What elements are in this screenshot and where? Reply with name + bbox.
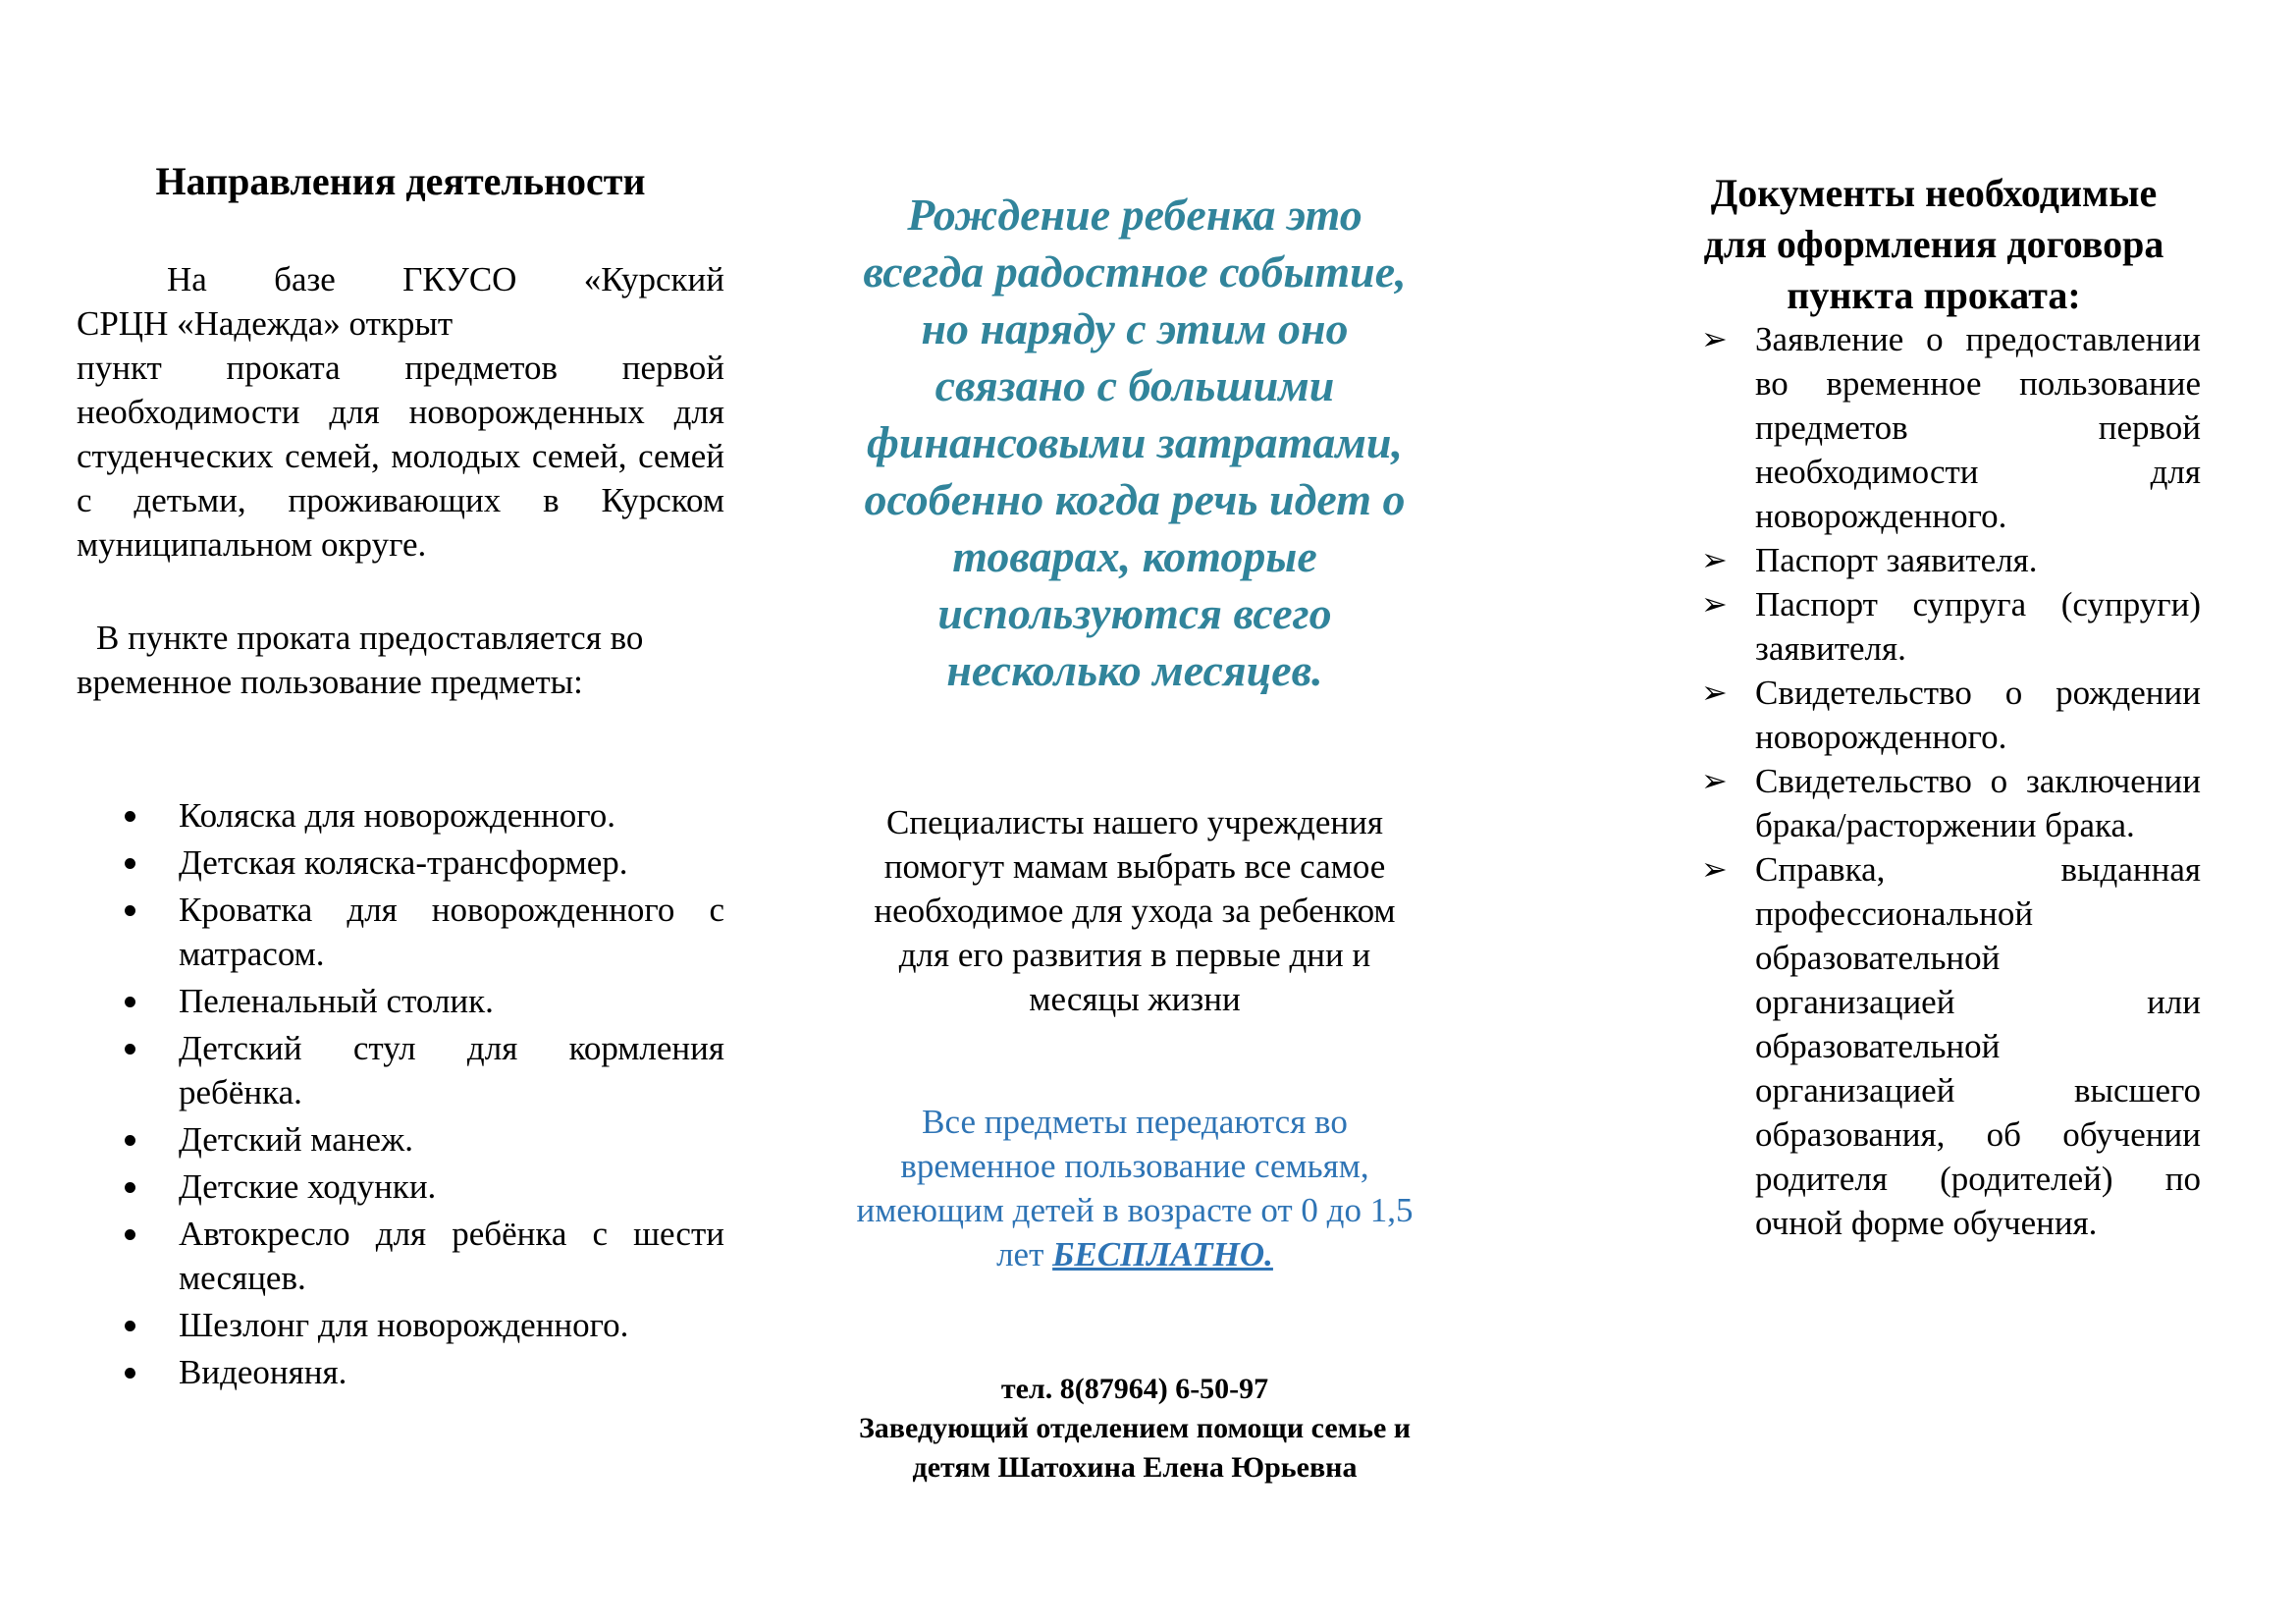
free-line: Все предметы передаются во	[922, 1103, 1348, 1141]
intro-paragraph	[77, 257, 724, 567]
documents-title-line: Документы необходимые	[1710, 171, 2158, 215]
document-item	[1669, 847, 2201, 1245]
document-item-text: Свидетельство о заключении брака/расторжении брака.	[1755, 762, 2201, 844]
items-list	[77, 793, 724, 1397]
head-line: Заведующий отделением помощи семье и	[858, 1412, 1412, 1444]
bullet-icon	[125, 1229, 135, 1240]
quote-line: финансовыми затратами,	[866, 417, 1404, 467]
list-item-text: Детская коляска-трансформер.	[179, 843, 628, 882]
free-line: имеющим детей в возрасте от 0 до 1,5	[856, 1191, 1414, 1229]
document-item	[1669, 317, 2201, 538]
quote-line: несколько месяцев.	[946, 645, 1323, 695]
provided-line-2: временное пользование предметы:	[77, 663, 583, 701]
specialists-line: Специалисты нашего учреждения	[886, 803, 1383, 841]
bullet-icon	[125, 905, 135, 916]
list-item-text: Видеоняня.	[179, 1353, 347, 1391]
bullet-icon	[125, 1044, 135, 1055]
free-line: временное пользование семьям,	[900, 1147, 1369, 1185]
phone: тел. 8(87964) 6-50-97	[1000, 1373, 1269, 1405]
arrow-marker-icon: ➢	[1701, 850, 1728, 888]
document-item-text: Справка, выданная профессиональной образовательной организацией или образовательной организацией высшего образования, об обучении родителя (родителей) по очной форме обучения.	[1755, 850, 2201, 1242]
right-column	[1669, 0, 2199, 1624]
quote-line: особенно когда речь идет о	[864, 474, 1406, 524]
provided-paragraph	[77, 616, 724, 704]
intro-line-2: СРЦН «Надежда» открыт	[77, 304, 454, 343]
contacts-block	[823, 1370, 1447, 1488]
list-item	[77, 1164, 724, 1209]
quote-line: Рождение ребенка это	[907, 189, 1362, 240]
quote-line: товарах, которые	[952, 531, 1317, 581]
documents-list	[1669, 317, 2199, 1245]
head-line: детям Шатохина Елена Юрьевна	[912, 1451, 1358, 1484]
specialists-line: для его развития в первые дни и	[898, 936, 1371, 974]
specialists-line: помогут мамам выбрать все самое	[883, 847, 1386, 886]
list-item	[77, 1117, 724, 1162]
left-column	[77, 0, 724, 1624]
intro-line-1: На базе ГКУСО «Курский	[167, 260, 724, 298]
quote-line: связано с большими	[934, 360, 1335, 410]
arrow-marker-icon: ➢	[1701, 585, 1728, 623]
document-item-text: Свидетельство о рождении новорожденного.	[1755, 674, 2201, 756]
list-item	[77, 1212, 724, 1300]
bullet-icon	[125, 1182, 135, 1193]
bullet-icon	[125, 1368, 135, 1379]
list-item-text: Автокресло для ребёнка с шести месяцев.	[179, 1215, 724, 1297]
free-line-prefix: лет	[996, 1235, 1053, 1273]
list-item	[77, 979, 724, 1023]
free-word: БЕСПЛАТНО.	[1052, 1235, 1273, 1273]
documents-title	[1669, 168, 2199, 321]
bullet-icon	[125, 858, 135, 869]
bullet-icon	[125, 1135, 135, 1146]
intro-rest: пункт проката предметов первой необходимости для новорожденных для студенческих семей, молодых семей, семей с детьми, проживающих в Курском муниципальном округе.	[77, 349, 724, 564]
document-item	[1669, 759, 2201, 847]
bullet-icon	[125, 811, 135, 822]
quote-line: всегда радостное событие,	[863, 246, 1407, 297]
list-item-text: Коляска для новорожденного.	[179, 796, 615, 835]
specialists-paragraph	[823, 800, 1447, 1021]
arrow-marker-icon: ➢	[1701, 762, 1728, 799]
list-item	[77, 840, 724, 885]
list-item-text: Детский стул для кормления ребёнка.	[179, 1029, 724, 1111]
document-item	[1669, 582, 2201, 671]
list-item	[77, 793, 724, 838]
bullet-icon	[125, 997, 135, 1007]
arrow-marker-icon: ➢	[1701, 541, 1728, 578]
left-title: Направления деятельности	[155, 159, 646, 203]
list-item	[77, 888, 724, 976]
documents-title-line: пункта проката:	[1787, 273, 2081, 317]
document-item	[1669, 671, 2201, 759]
list-item-text: Детский манеж.	[179, 1120, 413, 1159]
list-item-text: Кроватка для новорожденного с матрасом.	[179, 891, 724, 973]
specialists-line: необходимое для ухода за ребенком	[874, 892, 1396, 930]
documents-title-line: для оформления договора	[1703, 222, 2164, 266]
free-notice	[823, 1100, 1447, 1276]
arrow-marker-icon: ➢	[1701, 674, 1728, 711]
list-item-text: Пеленальный столик.	[179, 982, 494, 1020]
document-item-text: Паспорт заявителя.	[1755, 541, 2038, 579]
middle-column	[823, 0, 1447, 1624]
quote-line: используются всего	[937, 588, 1332, 638]
arrow-marker-icon: ➢	[1701, 320, 1728, 357]
document-item-text: Заявление о предоставлении во временное пользование предметов первой необходимости для новорожденного.	[1755, 320, 2201, 535]
list-item	[77, 1350, 724, 1394]
document-item-text: Паспорт супруга (супруги) заявителя.	[1755, 585, 2201, 668]
document-item	[1669, 538, 2201, 582]
bullet-icon	[125, 1321, 135, 1331]
specialists-line: месяцы жизни	[1029, 980, 1241, 1018]
list-item-text: Детские ходунки.	[179, 1167, 437, 1206]
quote-block	[823, 187, 1447, 699]
list-item	[77, 1026, 724, 1114]
list-item-text: Шезлонг для новорожденного.	[179, 1306, 629, 1344]
provided-line-1: В пункте проката предоставляется во	[96, 619, 644, 657]
list-item	[77, 1303, 724, 1347]
quote-line: но наряду с этим оно	[921, 303, 1349, 353]
